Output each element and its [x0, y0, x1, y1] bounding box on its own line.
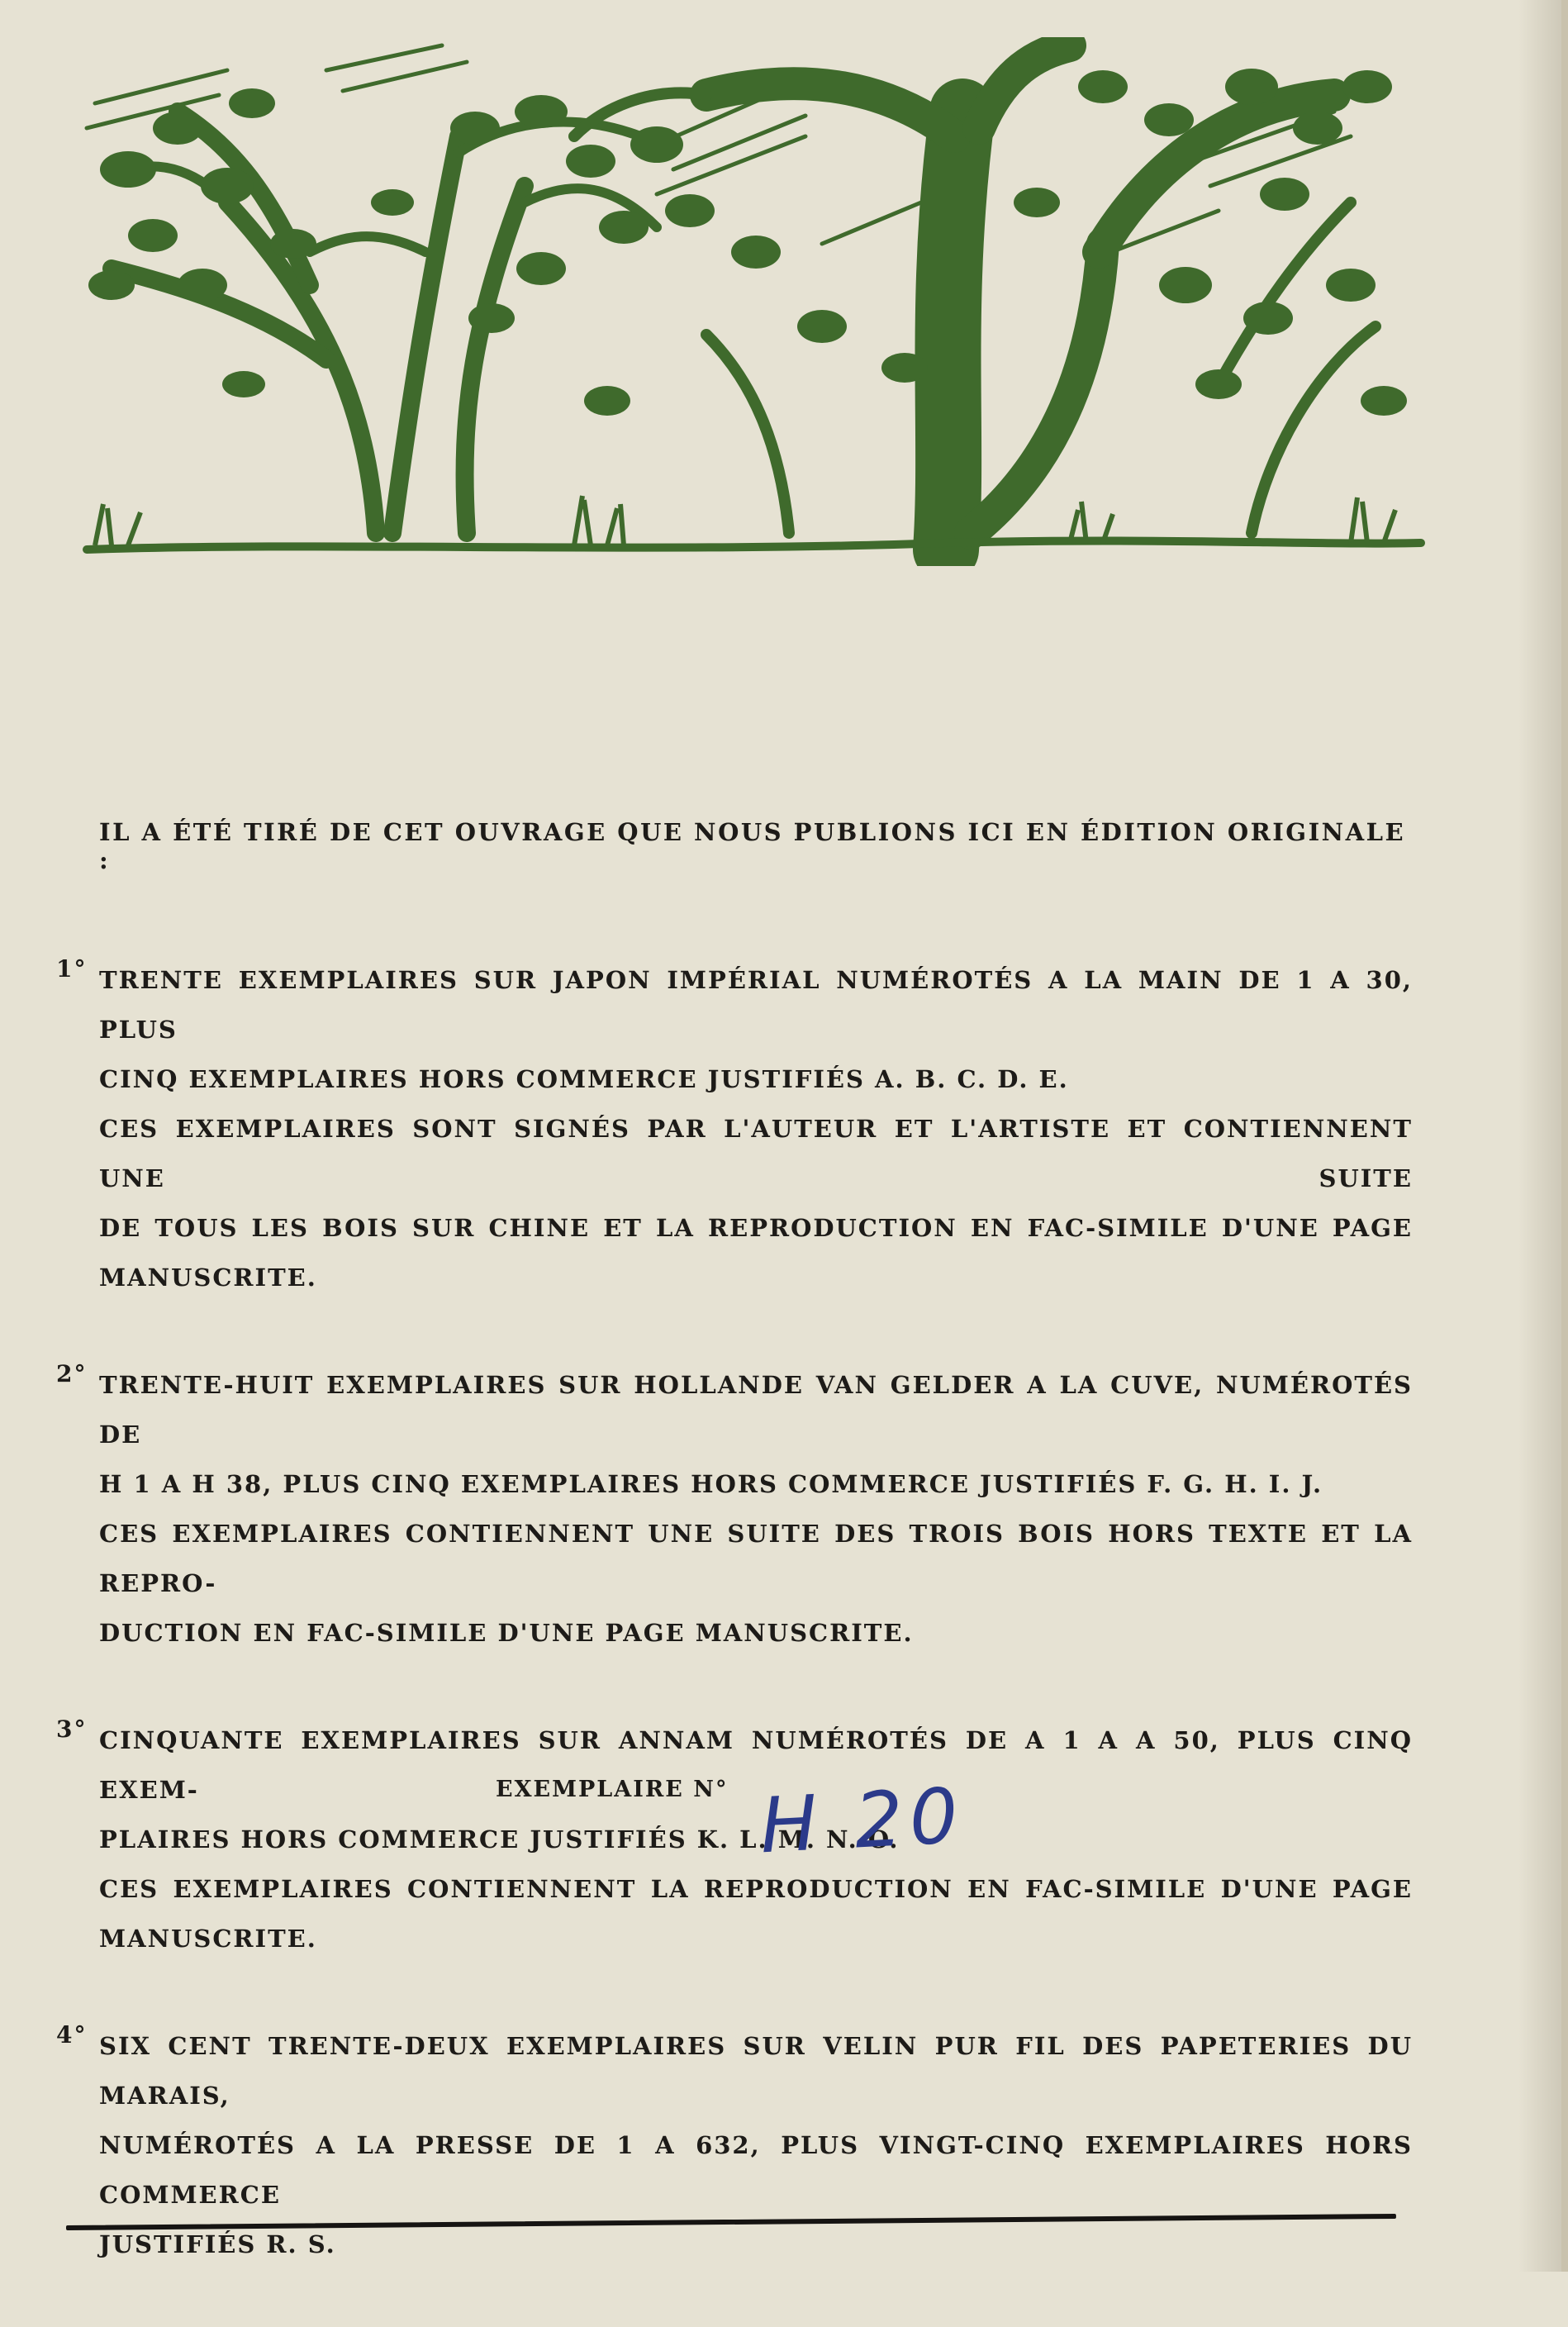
- page-edge: [1561, 0, 1568, 2272]
- entry-line: PLAIRES HORS COMMERCE JUSTIFIÉS K. L. M. N. O.: [99, 1825, 900, 1854]
- colophon: [56, 818, 1413, 2327]
- entry-line: CES EXEMPLAIRES SONT SIGNÉS PAR L'AUTEUR ET L'ARTISTE ET CONTIENNENT UNE SUITE: [99, 1115, 1413, 1192]
- entry-line: CES EXEMPLAIRES CONTIENNENT LA REPRODUCTION EN FAC-SIMILE D'UNE PAGE MANUSCRITE.: [99, 1875, 1413, 1953]
- entry-line: TRENTE EXEMPLAIRES SUR JAPON IMPÉRIAL NUMÉROTÉS A LA MAIN DE 1 A 30, PLUS: [99, 966, 1413, 1044]
- entry-line: TRENTE-HUIT EXEMPLAIRES SUR HOLLANDE VAN GELDER A LA CUVE, NUMÉROTÉS DE: [99, 1371, 1413, 1449]
- edition-entry-3: [56, 1716, 1413, 1963]
- entry-line: SIX CENT TRENTE-DEUX EXEMPLAIRES SUR VELIN PUR FIL DES PAPETERIES DU MARAIS,: [99, 2032, 1413, 2110]
- edition-entry-2: [56, 1360, 1413, 1658]
- edition-entry-4: [56, 2021, 1413, 2269]
- entry-line: H 1 A H 38, PLUS CINQ EXEMPLAIRES HORS COMMERCE JUSTIFIÉS F. G. H. I. J.: [99, 1470, 1323, 1498]
- entry-line: CINQ EXEMPLAIRES HORS COMMERCE JUSTIFIÉS A. B. C. D. E.: [99, 1065, 1069, 1093]
- entry-line: CES EXEMPLAIRES CONTIENNENT UNE SUITE DES TROIS BOIS HORS TEXTE ET LA REPRO-: [99, 1520, 1413, 1597]
- entry-number: 2°: [56, 1360, 88, 1387]
- colophon-intro: IL A ÉTÉ TIRÉ DE CET OUVRAGE QUE NOUS PUBLIONS ICI EN ÉDITION ORIGINALE :: [99, 818, 1406, 874]
- entry-line: DE TOUS LES BOIS SUR CHINE ET LA REPRODUCTION EN FAC-SIMILE D'UNE PAGE MANUSCRITE.: [99, 1214, 1413, 1292]
- left-trees: [112, 112, 525, 533]
- copy-number-label: EXEMPLAIRE N°: [496, 1777, 729, 1802]
- woodcut-illustration: [78, 37, 1425, 566]
- entry-line: NUMÉROTÉS A LA PRESSE DE 1 A 632, PLUS VINGT-CINQ EXEMPLAIRES HORS COMMERCE: [99, 2131, 1413, 2209]
- entry-number: 3°: [56, 1716, 88, 1743]
- entry-number: 1°: [56, 955, 88, 983]
- edition-entry-1: [56, 955, 1413, 1302]
- page-shadow: [1518, 0, 1568, 2272]
- entry-line: DUCTION EN FAC-SIMILE D'UNE PAGE MANUSCRITE.: [99, 1619, 914, 1647]
- central-tree: [946, 112, 962, 550]
- handwritten-copy-number: H 20: [758, 1771, 967, 1871]
- entry-line: JUSTIFIÉS R. S.: [99, 2230, 336, 2258]
- entry-line: CINQUANTE EXEMPLAIRES SUR ANNAM NUMÉROTÉS DE A 1 A A 50, PLUS CINQ EXEM-: [99, 1726, 1413, 1804]
- entry-number: 4°: [56, 2021, 88, 2049]
